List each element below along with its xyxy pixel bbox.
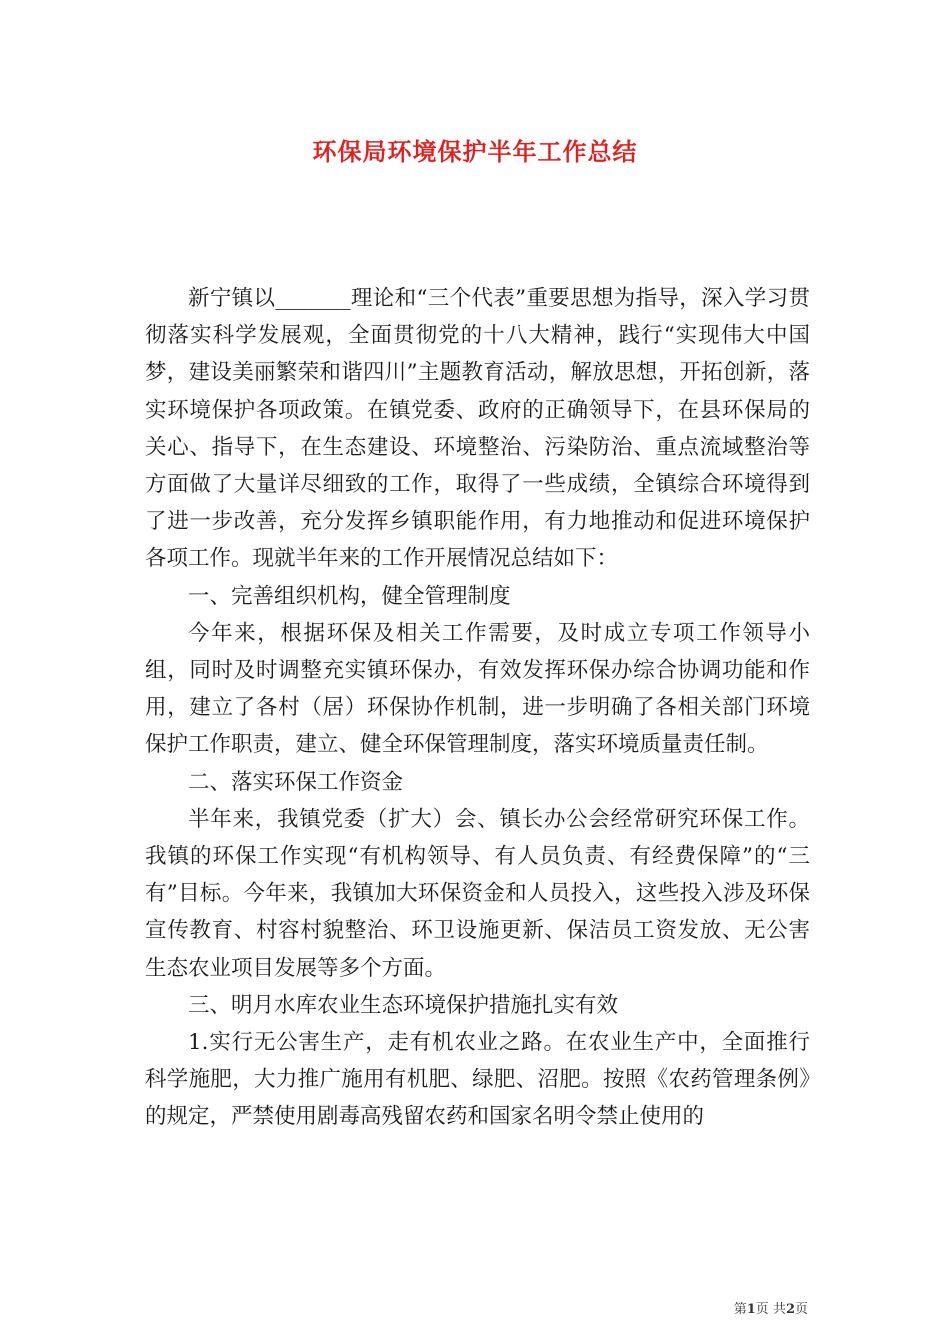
paragraph-section-3-item-1: 1.实行无公害生产，走有机农业之路。在农业生产中，全面推行科学施肥，大力推广施用有机肥、绿肥、沼肥。按照《农药管理条例》的规定，严禁使用剧毒高残留农药和国家名明令禁止使用的 (145, 1030, 810, 1130)
document-title: 环保局环境保护半年工作总结 (312, 137, 638, 166)
section-heading-3: 三、明月水库农业生态环境保护措施扎实有效 (188, 992, 619, 1018)
page-footer (0, 1298, 808, 1317)
footer-prefix: 第 (733, 1302, 747, 1317)
footer-total-pages: 2 (785, 1302, 795, 1317)
footer-suffix: 页 (794, 1302, 808, 1317)
footer-middle: 页 共 (755, 1302, 786, 1317)
section-heading-1: 一、完善组织机构，健全管理制度 (188, 583, 511, 609)
document-body (145, 280, 810, 1136)
section-heading-2: 二、落实环保工作资金 (188, 769, 404, 795)
paragraph-section-1: 今年来，根据环保及相关工作需要，及时成立专项工作领导小组，同时及时调整充实镇环保办，有效发挥环保办综合协调功能和作用，建立了各村（居）环保协作机制，进一步明确了各相关部门环境保护工作职责，建立、健全环保管理制度，落实环境质量责任制。 (145, 620, 810, 758)
footer-current-page: 1 (746, 1302, 756, 1317)
paragraph-intro: 新宁镇以_______理论和“三个代表”重要思想为指导，深入学习贯彻落实科学发展观，全面贯彻党的十八大精神，践行“实现伟大中国梦，建设美丽繁荣和谐四川”主题教育活动，解放思想，开拓创新，落实环境保护各项政策。在镇党委、政府的正确领导下，在县环保局的关心、指导下，在生态建设、环境整治、污染防治、重点流域整治等方面做了大量详尽细致的工作，取得了一些成绩，全镇综合环境得到了进一步改善，充分发挥乡镇职能作用，有力地推动和促进环境保护各项工作。现就半年来的工作开展情况总结如下： (145, 286, 810, 572)
paragraph-section-2: 半年来，我镇党委（扩大）会、镇长办公会经常研究环保工作。我镇的环保工作实现“有机构领导、有人员负责、有经费保障”的“三有”目标。今年来，我镇加大环保资金和人员投入，这些投入涉及环保宣传教育、村容村貌整治、环卫设施更新、保洁员工资发放、无公害生态农业项目发展等多个方面。 (145, 806, 810, 981)
